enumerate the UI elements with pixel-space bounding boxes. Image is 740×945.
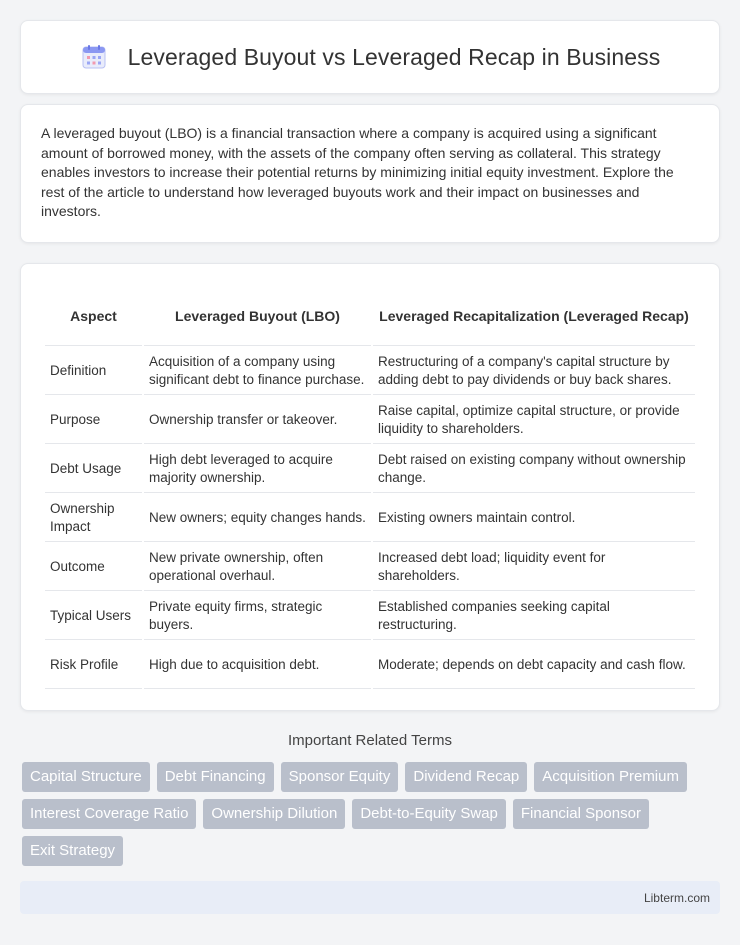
cell-aspect: Outcome (45, 544, 142, 591)
table-row (45, 544, 695, 591)
cell-aspect: Ownership Impact (45, 495, 142, 542)
cell-aspect: Purpose (45, 397, 142, 444)
cell-aspect: Typical Users (45, 593, 142, 640)
tag-capital-structure[interactable]: Capital Structure (22, 762, 150, 792)
header-aspect: Aspect (45, 286, 142, 346)
related-terms-title: Important Related Terms (288, 732, 452, 749)
table-row (45, 593, 695, 640)
cell-recap: Debt raised on existing company without ownership change. (373, 446, 695, 493)
header-lbo: Leveraged Buyout (LBO) (144, 286, 371, 346)
tag-financial-sponsor[interactable]: Financial Sponsor (513, 799, 649, 829)
cell-recap: Existing owners maintain control. (373, 495, 695, 542)
tag-acquisition-premium[interactable]: Acquisition Premium (534, 762, 687, 792)
cell-aspect: Debt Usage (45, 446, 142, 493)
calendar-icon (80, 43, 108, 71)
cell-lbo: New private ownership, often operational overhaul. (144, 544, 371, 591)
cell-recap: Established companies seeking capital restructuring. (373, 593, 695, 640)
tag-sponsor-equity[interactable]: Sponsor Equity (281, 762, 399, 792)
tag-exit-strategy[interactable]: Exit Strategy (22, 836, 123, 866)
intro-paragraph: A leveraged buyout (LBO) is a financial transaction where a company is acquired using a significant amount of borrowed money, with the assets of the company often serving as collateral. This strategy enables investors to increase their potential returns by minimizing initial equity investment. Explore the rest of the article to understand how leveraged buyouts work and their impact on businesses and investors. (41, 125, 674, 220)
header-card (20, 20, 720, 94)
cell-lbo: High due to acquisition debt. (144, 642, 371, 689)
comparison-table (43, 284, 697, 691)
cell-aspect: Risk Profile (45, 642, 142, 689)
tag-dividend-recap[interactable]: Dividend Recap (405, 762, 527, 792)
cell-lbo: Acquisition of a company using significant debt to finance purchase. (144, 348, 371, 395)
cell-aspect: Definition (45, 348, 142, 395)
tag-ownership-dilution[interactable]: Ownership Dilution (203, 799, 345, 829)
intro-card (20, 104, 720, 243)
tag-interest-coverage-ratio[interactable]: Interest Coverage Ratio (22, 799, 196, 829)
table-row (45, 446, 695, 493)
table-row (45, 495, 695, 542)
header-recap: Leveraged Recapitalization (Leveraged Recap) (373, 286, 695, 346)
table-header-row (45, 286, 695, 346)
cell-lbo: Private equity firms, strategic buyers. (144, 593, 371, 640)
cell-lbo: Ownership transfer or takeover. (144, 397, 371, 444)
cell-recap: Restructuring of a company's capital structure by adding debt to pay dividends or buy back shares. (373, 348, 695, 395)
tag-debt-to-equity-swap[interactable]: Debt-to-Equity Swap (352, 799, 506, 829)
cell-recap: Moderate; depends on debt capacity and cash flow. (373, 642, 695, 689)
table-row (45, 348, 695, 395)
cell-recap: Raise capital, optimize capital structure, or provide liquidity to shareholders. (373, 397, 695, 444)
cell-lbo: High debt leveraged to acquire majority ownership. (144, 446, 371, 493)
tag-debt-financing[interactable]: Debt Financing (157, 762, 274, 792)
table-row (45, 397, 695, 444)
comparison-table-card (20, 263, 720, 711)
cell-lbo: New owners; equity changes hands. (144, 495, 371, 542)
cell-recap: Increased debt load; liquidity event for shareholders. (373, 544, 695, 591)
footer (20, 881, 720, 914)
page-title: Leveraged Buyout vs Leveraged Recap in Business (127, 43, 661, 70)
footer-site-link[interactable]: Libterm.com (643, 890, 710, 905)
table-row (45, 642, 695, 689)
related-terms-list (22, 762, 722, 866)
